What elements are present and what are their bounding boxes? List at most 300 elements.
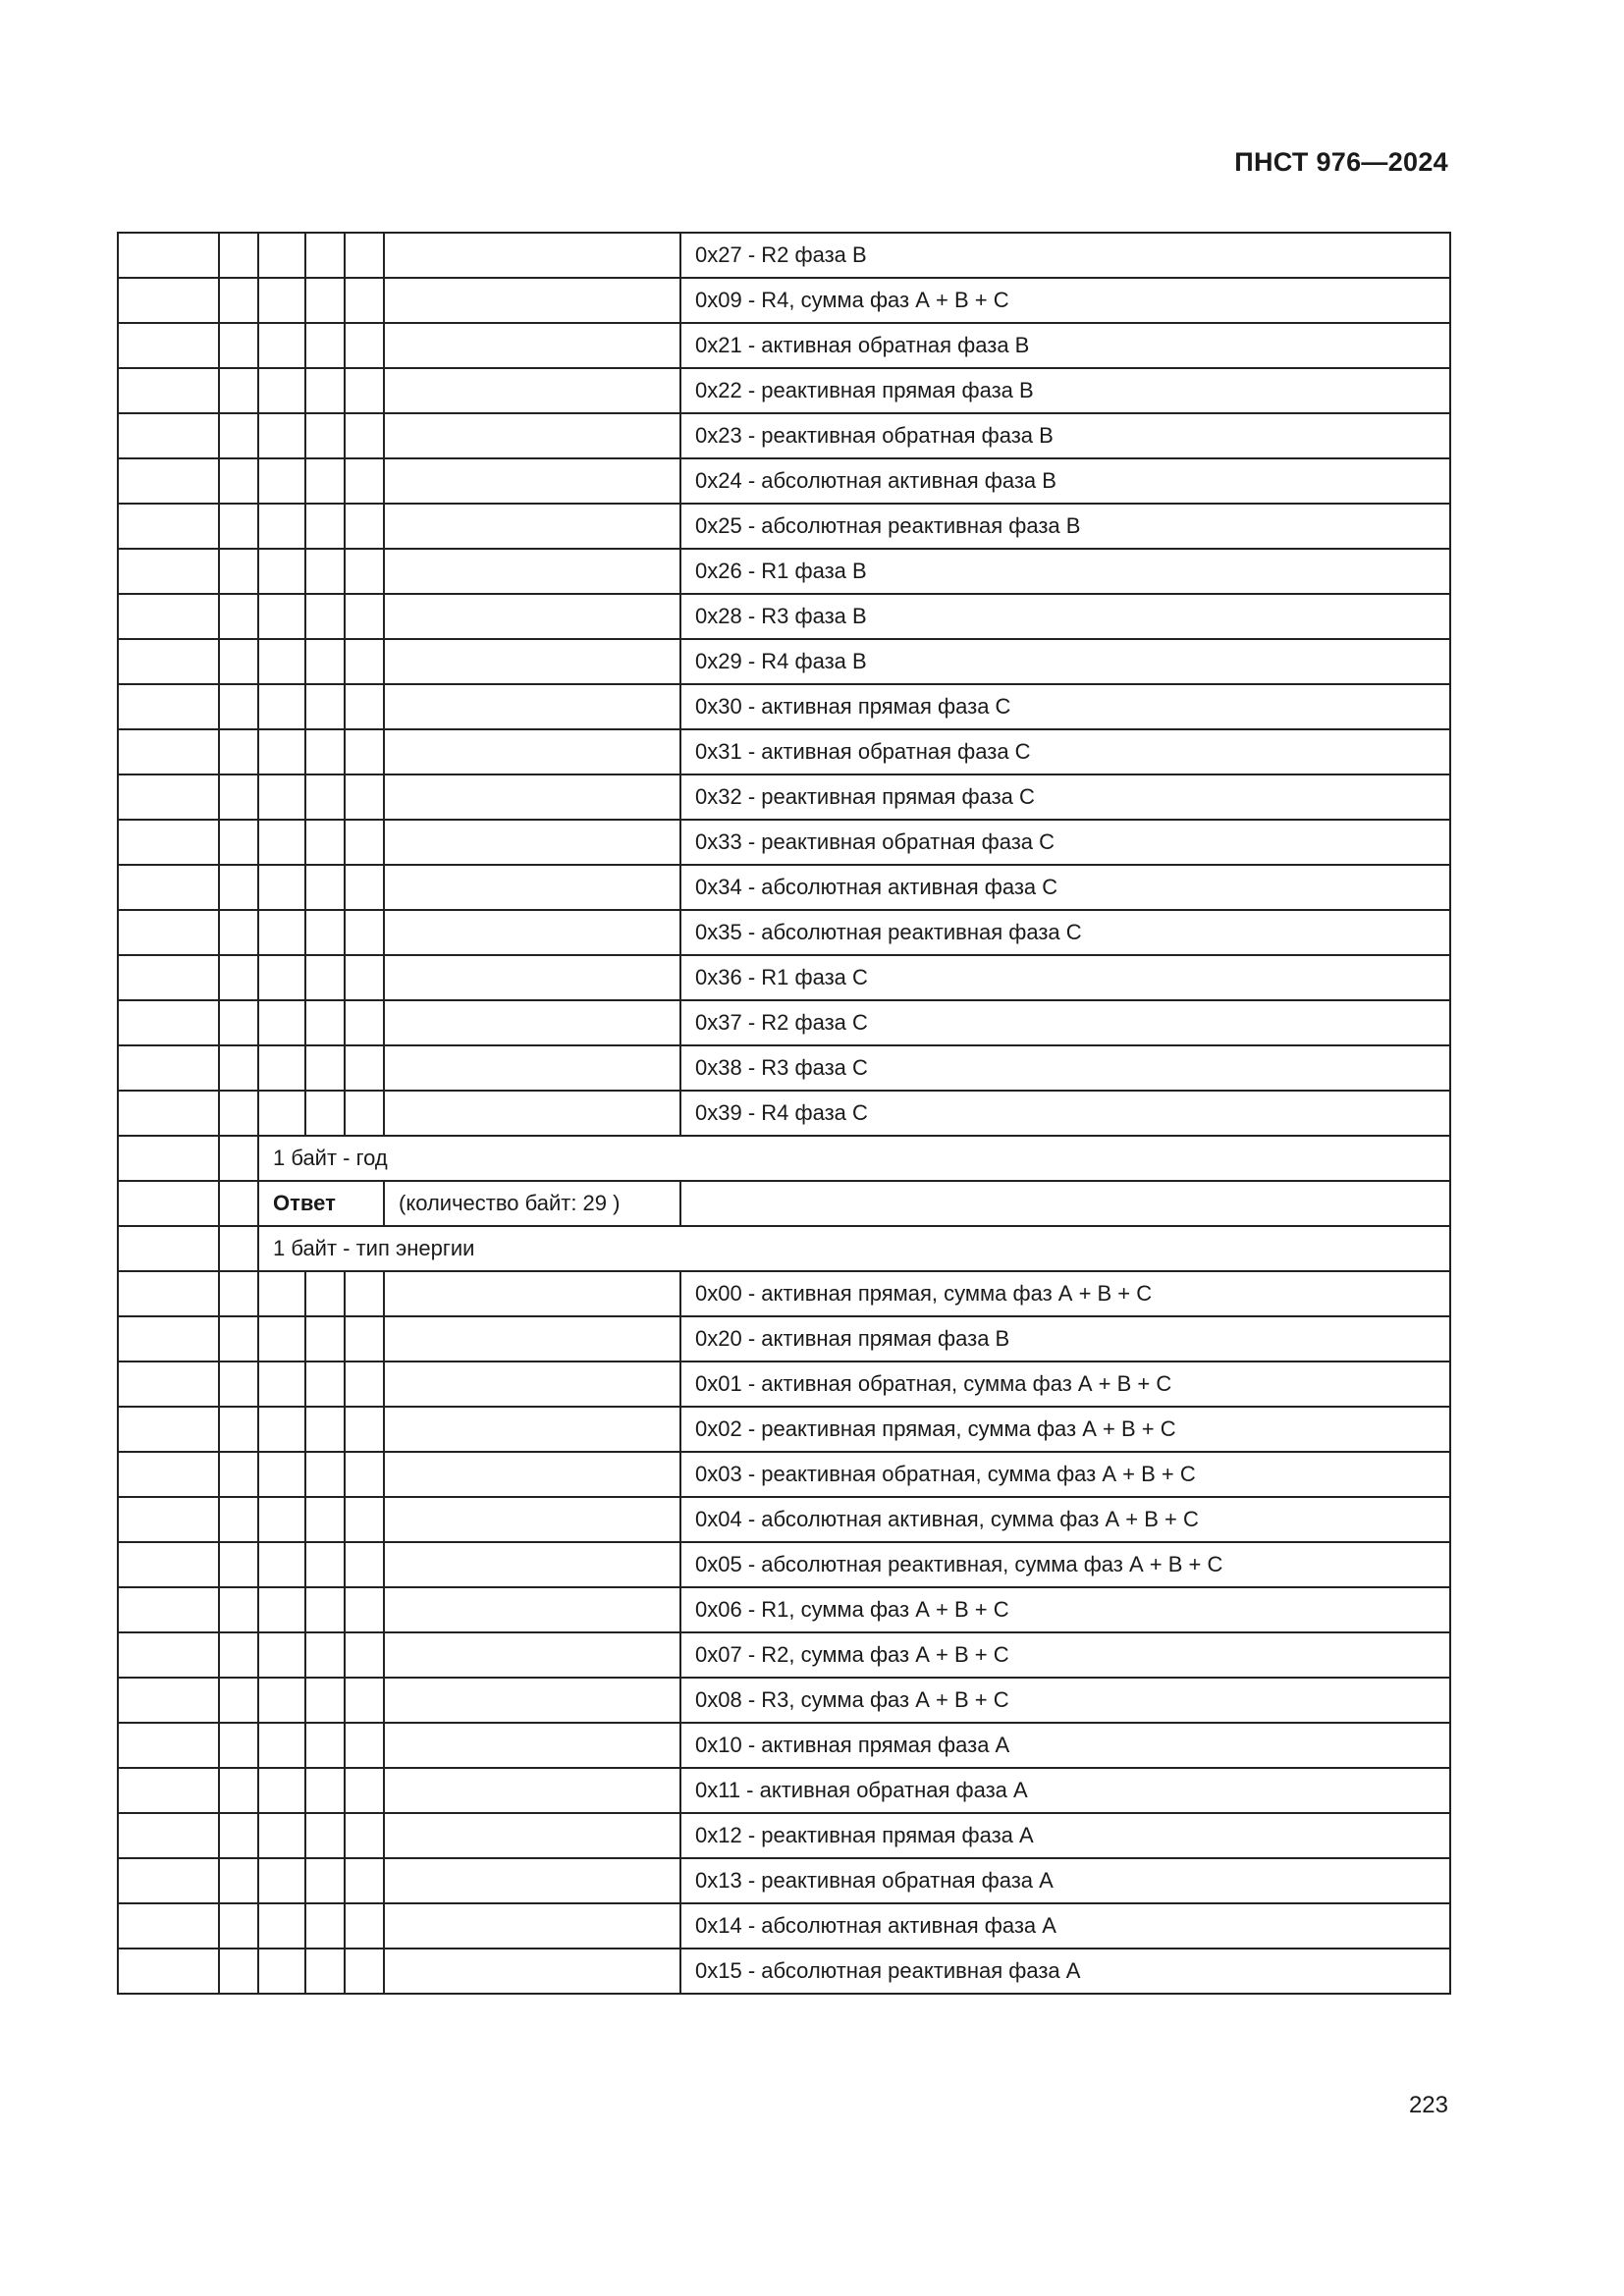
table-cell <box>219 774 258 820</box>
table-cell <box>118 1632 219 1678</box>
table-cell <box>219 1768 258 1813</box>
table-cell <box>258 458 305 504</box>
table-row <box>118 1362 1450 1407</box>
table-cell <box>219 1587 258 1632</box>
table-cell <box>384 820 680 865</box>
code-description: 0x03 - реактивная обратная, сумма фаз А + В + С <box>680 1452 1450 1497</box>
table-row <box>118 865 1450 910</box>
table-row <box>118 594 1450 639</box>
table-cell <box>258 1091 305 1136</box>
table-cell <box>118 1136 219 1181</box>
table-cell <box>305 1723 345 1768</box>
table-cell <box>345 820 384 865</box>
table-cell <box>384 1678 680 1723</box>
code-description: 0x26 - R1 фаза В <box>680 549 1450 594</box>
table-cell <box>384 1723 680 1768</box>
table-cell <box>258 1768 305 1813</box>
table-cell <box>258 684 305 729</box>
table-cell <box>219 1226 258 1271</box>
table-cell <box>219 1723 258 1768</box>
code-description: 0x20 - активная прямая фаза В <box>680 1316 1450 1362</box>
code-description: 0x33 - реактивная обратная фаза С <box>680 820 1450 865</box>
table-row <box>118 1858 1450 1903</box>
table-cell <box>219 910 258 955</box>
table-cell <box>305 1000 345 1045</box>
code-description: 0x04 - абсолютная активная, сумма фаз А + В + С <box>680 1497 1450 1542</box>
table-cell <box>384 323 680 368</box>
table-cell <box>305 1678 345 1723</box>
table-cell <box>384 1091 680 1136</box>
code-description: 0x08 - R3, сумма фаз А + В + С <box>680 1678 1450 1723</box>
table-cell <box>118 1949 219 1994</box>
table-row <box>118 458 1450 504</box>
table-cell <box>305 1407 345 1452</box>
table-cell <box>258 1632 305 1678</box>
table-cell <box>258 955 305 1000</box>
table-cell <box>219 1045 258 1091</box>
table-cell <box>345 865 384 910</box>
table-cell <box>258 1316 305 1362</box>
document-code: ПНСТ 976—2024 <box>1234 147 1448 177</box>
table-cell <box>384 1813 680 1858</box>
table-cell <box>219 278 258 323</box>
table-cell <box>680 1181 1450 1226</box>
table-cell <box>219 1271 258 1316</box>
table-cell <box>305 955 345 1000</box>
table-section-markers <box>118 1136 1450 1271</box>
table-cell <box>305 1949 345 1994</box>
table-cell <box>305 1362 345 1407</box>
table-cell <box>345 1587 384 1632</box>
table-cell <box>118 278 219 323</box>
table-cell <box>305 820 345 865</box>
table-cell <box>345 1632 384 1678</box>
table-row <box>118 1903 1450 1949</box>
table-cell <box>118 1497 219 1542</box>
table-section-response <box>118 1271 1450 1994</box>
code-description: 0x25 - абсолютная реактивная фаза В <box>680 504 1450 549</box>
table-cell <box>118 233 219 278</box>
code-description: 0x07 - R2, сумма фаз А + В + С <box>680 1632 1450 1678</box>
table-cell <box>118 458 219 504</box>
code-description: 0x30 - активная прямая фаза С <box>680 684 1450 729</box>
table-cell <box>305 233 345 278</box>
table-cell <box>219 413 258 458</box>
table-cell <box>305 1497 345 1542</box>
code-description: 0x00 - активная прямая, сумма фаз А + В + С <box>680 1271 1450 1316</box>
table-row <box>118 1000 1450 1045</box>
table-cell <box>118 1000 219 1045</box>
table-cell <box>345 1316 384 1362</box>
answer-label: Ответ <box>258 1181 384 1226</box>
code-description: 0x29 - R4 фаза В <box>680 639 1450 684</box>
table-cell <box>219 955 258 1000</box>
code-description: 0x34 - абсолютная активная фаза С <box>680 865 1450 910</box>
table-cell <box>258 1813 305 1858</box>
table-cell <box>384 278 680 323</box>
table-cell <box>258 774 305 820</box>
table-cell <box>258 1542 305 1587</box>
table-cell <box>345 1000 384 1045</box>
code-description: 0x39 - R4 фаза С <box>680 1091 1450 1136</box>
table-cell <box>345 1362 384 1407</box>
table-cell <box>345 684 384 729</box>
table-cell <box>258 1362 305 1407</box>
table-row <box>118 278 1450 323</box>
table-cell <box>384 1949 680 1994</box>
table-row <box>118 1316 1450 1362</box>
table-cell <box>384 1768 680 1813</box>
table-cell <box>345 1723 384 1768</box>
code-description: 0x24 - абсолютная активная фаза В <box>680 458 1450 504</box>
table-cell <box>258 504 305 549</box>
table-cell <box>305 1813 345 1858</box>
table-cell <box>258 1271 305 1316</box>
code-description: 0x31 - активная обратная фаза С <box>680 729 1450 774</box>
table-cell <box>305 639 345 684</box>
table-cell <box>219 1497 258 1542</box>
code-description: 0x13 - реактивная обратная фаза А <box>680 1858 1450 1903</box>
table-row <box>118 955 1450 1000</box>
table-cell <box>305 910 345 955</box>
table-cell <box>305 368 345 413</box>
table-row <box>118 1271 1450 1316</box>
table-cell <box>345 1542 384 1587</box>
code-description: 0x11 - активная обратная фаза А <box>680 1768 1450 1813</box>
year-byte-label: 1 байт - год <box>258 1136 1450 1181</box>
table-cell <box>118 1316 219 1362</box>
table-cell <box>219 1813 258 1858</box>
table-cell <box>118 910 219 955</box>
table-cell <box>345 504 384 549</box>
table-cell <box>258 1407 305 1452</box>
table-cell <box>118 820 219 865</box>
table-cell <box>219 729 258 774</box>
table-cell <box>345 639 384 684</box>
table-cell <box>258 1949 305 1994</box>
table-cell <box>219 1452 258 1497</box>
table-cell <box>384 413 680 458</box>
table-cell <box>305 504 345 549</box>
table-cell <box>258 1045 305 1091</box>
table-cell <box>345 1768 384 1813</box>
table-row <box>118 413 1450 458</box>
table-cell <box>219 1091 258 1136</box>
table-cell <box>345 1858 384 1903</box>
table-cell <box>384 504 680 549</box>
table-cell <box>219 1678 258 1723</box>
table-cell <box>384 865 680 910</box>
table-cell <box>305 549 345 594</box>
table-cell <box>384 1316 680 1362</box>
table-row <box>118 1949 1450 1994</box>
table-cell <box>118 1226 219 1271</box>
table-cell <box>305 1587 345 1632</box>
table-row <box>118 910 1450 955</box>
table-cell <box>345 1949 384 1994</box>
table-cell <box>305 865 345 910</box>
table-row <box>118 1452 1450 1497</box>
code-description: 0x12 - реактивная прямая фаза А <box>680 1813 1450 1858</box>
code-description: 0x35 - абсолютная реактивная фаза С <box>680 910 1450 955</box>
table-cell <box>305 1045 345 1091</box>
table-cell <box>219 1407 258 1452</box>
table-cell <box>384 594 680 639</box>
table-cell <box>345 1091 384 1136</box>
table-cell <box>219 1362 258 1407</box>
table-cell <box>118 1271 219 1316</box>
table-cell <box>384 233 680 278</box>
code-description: 0x10 - активная прямая фаза А <box>680 1723 1450 1768</box>
table-cell <box>258 278 305 323</box>
table-cell <box>258 1497 305 1542</box>
table-row <box>118 684 1450 729</box>
table-cell <box>384 1587 680 1632</box>
table-cell <box>219 1903 258 1949</box>
table-cell <box>305 458 345 504</box>
code-description: 0x28 - R3 фаза В <box>680 594 1450 639</box>
table-cell <box>219 549 258 594</box>
table-cell <box>305 1632 345 1678</box>
table-cell <box>118 1903 219 1949</box>
table-cell <box>258 233 305 278</box>
table-cell <box>305 684 345 729</box>
answer-byte-count: (количество байт: 29 ) <box>384 1181 680 1226</box>
table-cell <box>345 1497 384 1542</box>
table-cell <box>118 1045 219 1091</box>
table-cell <box>118 639 219 684</box>
table-row <box>118 1768 1450 1813</box>
table-cell <box>345 413 384 458</box>
table-cell <box>305 1542 345 1587</box>
code-description: 0x21 - активная обратная фаза В <box>680 323 1450 368</box>
table-row-energy-type <box>118 1226 1450 1271</box>
table-cell <box>219 323 258 368</box>
table-cell <box>118 504 219 549</box>
table-cell <box>118 1181 219 1226</box>
table-row <box>118 774 1450 820</box>
table-cell <box>384 1362 680 1407</box>
table-cell <box>118 1362 219 1407</box>
code-description: 0x37 - R2 фаза С <box>680 1000 1450 1045</box>
table-cell <box>384 1542 680 1587</box>
table-cell <box>118 1452 219 1497</box>
table-cell <box>219 1949 258 1994</box>
table-cell <box>219 504 258 549</box>
table-cell <box>118 865 219 910</box>
table-cell <box>118 729 219 774</box>
table-cell <box>384 729 680 774</box>
table-cell <box>305 594 345 639</box>
table-cell <box>384 458 680 504</box>
table-row <box>118 1497 1450 1542</box>
table-cell <box>219 820 258 865</box>
table-cell <box>219 865 258 910</box>
table-row <box>118 1407 1450 1452</box>
code-description: 0x02 - реактивная прямая, сумма фаз А + В + С <box>680 1407 1450 1452</box>
table-cell <box>345 368 384 413</box>
table-cell <box>305 413 345 458</box>
table-cell <box>384 910 680 955</box>
table-cell <box>219 639 258 684</box>
table-cell <box>258 639 305 684</box>
table-cell <box>118 1542 219 1587</box>
table-row <box>118 323 1450 368</box>
table-row <box>118 1091 1450 1136</box>
table-cell <box>118 368 219 413</box>
table-cell <box>118 413 219 458</box>
table-cell <box>118 1407 219 1452</box>
table-cell <box>118 594 219 639</box>
table-cell <box>258 1903 305 1949</box>
code-description: 0x38 - R3 фаза С <box>680 1045 1450 1091</box>
table-cell <box>258 594 305 639</box>
table-cell <box>384 1271 680 1316</box>
table-cell <box>384 1000 680 1045</box>
code-description: 0x15 - абсолютная реактивная фаза А <box>680 1949 1450 1994</box>
table-cell <box>118 1858 219 1903</box>
table-row <box>118 1632 1450 1678</box>
table-cell <box>345 1407 384 1452</box>
table-row <box>118 504 1450 549</box>
table-cell <box>305 278 345 323</box>
protocol-table <box>117 232 1451 1995</box>
table-cell <box>219 1136 258 1181</box>
table-cell <box>305 1271 345 1316</box>
code-description: 0x36 - R1 фаза С <box>680 955 1450 1000</box>
table-cell <box>305 1903 345 1949</box>
table-cell <box>258 368 305 413</box>
code-description: 0x14 - абсолютная активная фаза А <box>680 1903 1450 1949</box>
table-row <box>118 1045 1450 1091</box>
table-cell <box>118 1091 219 1136</box>
table-cell <box>258 1587 305 1632</box>
table-cell <box>345 278 384 323</box>
table-row <box>118 1723 1450 1768</box>
page-number: 223 <box>1408 2092 1448 2118</box>
table-cell <box>118 1768 219 1813</box>
code-description: 0x23 - реактивная обратная фаза В <box>680 413 1450 458</box>
table-cell <box>305 1091 345 1136</box>
table-row <box>118 1813 1450 1858</box>
table-cell <box>345 1045 384 1091</box>
table-cell <box>384 684 680 729</box>
table-cell <box>345 1903 384 1949</box>
table-cell <box>345 549 384 594</box>
table-cell <box>118 1723 219 1768</box>
code-description: 0x22 - реактивная прямая фаза В <box>680 368 1450 413</box>
table-cell <box>305 1316 345 1362</box>
table-cell <box>345 910 384 955</box>
table-cell <box>384 774 680 820</box>
table-cell <box>258 1678 305 1723</box>
table-cell <box>384 1632 680 1678</box>
table-cell <box>305 323 345 368</box>
table-cell <box>345 1271 384 1316</box>
table-row <box>118 549 1450 594</box>
table-cell <box>384 549 680 594</box>
table-row <box>118 368 1450 413</box>
code-description: 0x09 - R4, сумма фаз А + В + С <box>680 278 1450 323</box>
code-description: 0x06 - R1, сумма фаз А + В + С <box>680 1587 1450 1632</box>
table-cell <box>305 774 345 820</box>
table-cell <box>345 729 384 774</box>
table-cell <box>345 1452 384 1497</box>
table-cell <box>345 233 384 278</box>
table-cell <box>118 323 219 368</box>
table-section-request <box>118 233 1450 1136</box>
table-cell <box>258 323 305 368</box>
table-cell <box>258 549 305 594</box>
table-cell <box>258 1723 305 1768</box>
table-cell <box>258 910 305 955</box>
code-description: 0x01 - активная обратная, сумма фаз А + В + С <box>680 1362 1450 1407</box>
table-cell <box>258 820 305 865</box>
table-cell <box>118 955 219 1000</box>
table-cell <box>118 1587 219 1632</box>
table-cell <box>345 1678 384 1723</box>
table-cell <box>305 729 345 774</box>
table-cell <box>305 1858 345 1903</box>
table-row <box>118 233 1450 278</box>
table-cell <box>345 594 384 639</box>
table-cell <box>258 729 305 774</box>
table-row <box>118 1542 1450 1587</box>
table-cell <box>345 955 384 1000</box>
table-row-year <box>118 1136 1450 1181</box>
table-row <box>118 1678 1450 1723</box>
table-cell <box>384 639 680 684</box>
table-cell <box>118 1813 219 1858</box>
table-cell <box>219 594 258 639</box>
table-cell <box>118 774 219 820</box>
table-cell <box>345 774 384 820</box>
table-cell <box>219 684 258 729</box>
code-description: 0x32 - реактивная прямая фаза С <box>680 774 1450 820</box>
table-cell <box>384 1045 680 1091</box>
table-cell <box>384 1858 680 1903</box>
table-cell <box>219 458 258 504</box>
table-row <box>118 639 1450 684</box>
table-cell <box>219 233 258 278</box>
table-row <box>118 1587 1450 1632</box>
table-cell <box>305 1452 345 1497</box>
table-cell <box>258 413 305 458</box>
table-cell <box>345 323 384 368</box>
table-cell <box>258 865 305 910</box>
table-cell <box>219 1000 258 1045</box>
table-cell <box>345 1813 384 1858</box>
table-cell <box>258 1000 305 1045</box>
table-cell <box>384 1497 680 1542</box>
table-cell <box>118 684 219 729</box>
energy-type-byte-label: 1 байт - тип энергии <box>258 1226 1450 1271</box>
code-description: 0x05 - абсолютная реактивная, сумма фаз А + В + С <box>680 1542 1450 1587</box>
table-cell <box>384 1452 680 1497</box>
table-cell <box>384 1407 680 1452</box>
table-cell <box>219 1316 258 1362</box>
table-row <box>118 729 1450 774</box>
table-cell <box>219 1632 258 1678</box>
table-cell <box>219 1542 258 1587</box>
table-cell <box>219 1181 258 1226</box>
table-cell <box>384 955 680 1000</box>
table-cell <box>258 1858 305 1903</box>
table-cell <box>345 458 384 504</box>
table-row-answer <box>118 1181 1450 1226</box>
table-cell <box>118 1678 219 1723</box>
code-description: 0x27 - R2 фаза В <box>680 233 1450 278</box>
